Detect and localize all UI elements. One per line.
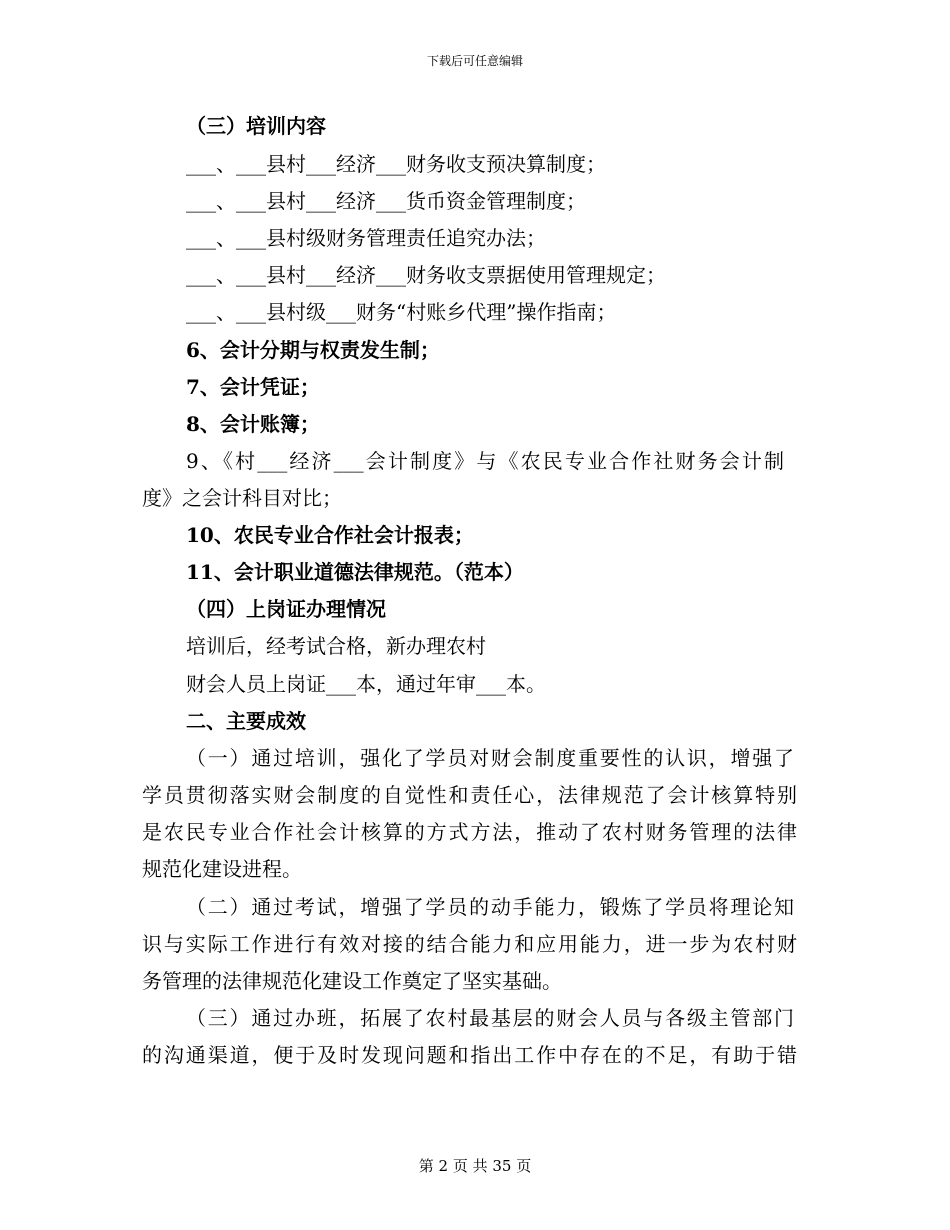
paragraph-line: 财会人员上岗证___本，通过年审___本。	[186, 672, 546, 696]
paragraph-line: 培训后，经考试合格，新办理农村	[186, 634, 486, 658]
list-item: ___、___县村___经济___财务收支票据使用管理规定；	[186, 263, 666, 287]
list-item: 10、农民专业合作社会计报表；	[186, 523, 474, 547]
paragraph-line: 务管理的法律规范化建设工作奠定了坚实基础。	[142, 969, 562, 993]
list-item: ___、___县村___经济___货币资金管理制度；	[186, 189, 586, 213]
paragraph-line: （二）通过考试，增强了学员的动手能力，锻炼了学员将理论知	[186, 895, 794, 919]
paragraph-line: （三）通过办班，拓展了农村最基层的财会人员与各级主管部门	[186, 1006, 794, 1030]
list-item: 9、《村___经济___会计制度》与《农民专业合作社财务会计制	[186, 449, 784, 473]
list-item: ___、___县村___经济___财务收支预决算制度；	[186, 152, 606, 176]
list-item: 8、会计账簿；	[186, 412, 320, 436]
paragraph-line: 学员贯彻落实财会制度的自觉性和责任心，法律规范了会计核算特别	[142, 783, 797, 807]
list-item: 7、会计凭证；	[186, 375, 320, 399]
paragraph-line: （一）通过培训，强化了学员对财会制度重要性的认识，增强了	[186, 746, 794, 770]
section-heading: （三）培训内容	[186, 114, 326, 138]
page-header-note: 下载后可任意编辑	[426, 54, 523, 68]
list-item: ___、___县村级财务管理责任追究办法；	[186, 226, 546, 250]
list-item: ___、___县村级___财务“村账乡代理”操作指南；	[186, 300, 617, 324]
paragraph-line: 规范化建设进程。	[142, 857, 302, 881]
list-item-continuation: 度》之会计科目对比；	[142, 486, 342, 510]
paragraph-line: 的沟通渠道，便于及时发现问题和指出工作中存在的不足，有助于错	[142, 1043, 797, 1067]
page-number: 第 2 页 共 35 页	[418, 1157, 532, 1175]
list-item: 11、会计职业道德法律规范。（范本）	[186, 560, 524, 584]
list-item: 6、会计分期与权责发生制；	[186, 338, 440, 362]
paragraph-line: 识与实际工作进行有效对接的结合能力和应用能力，进一步为农村财	[142, 932, 797, 956]
paragraph-line: 是农民专业合作社会计核算的方式方法，推动了农村财务管理的法律	[142, 820, 797, 844]
section-heading: 二、主要成效	[186, 709, 306, 733]
section-heading: （四）上岗证办理情况	[186, 597, 386, 621]
